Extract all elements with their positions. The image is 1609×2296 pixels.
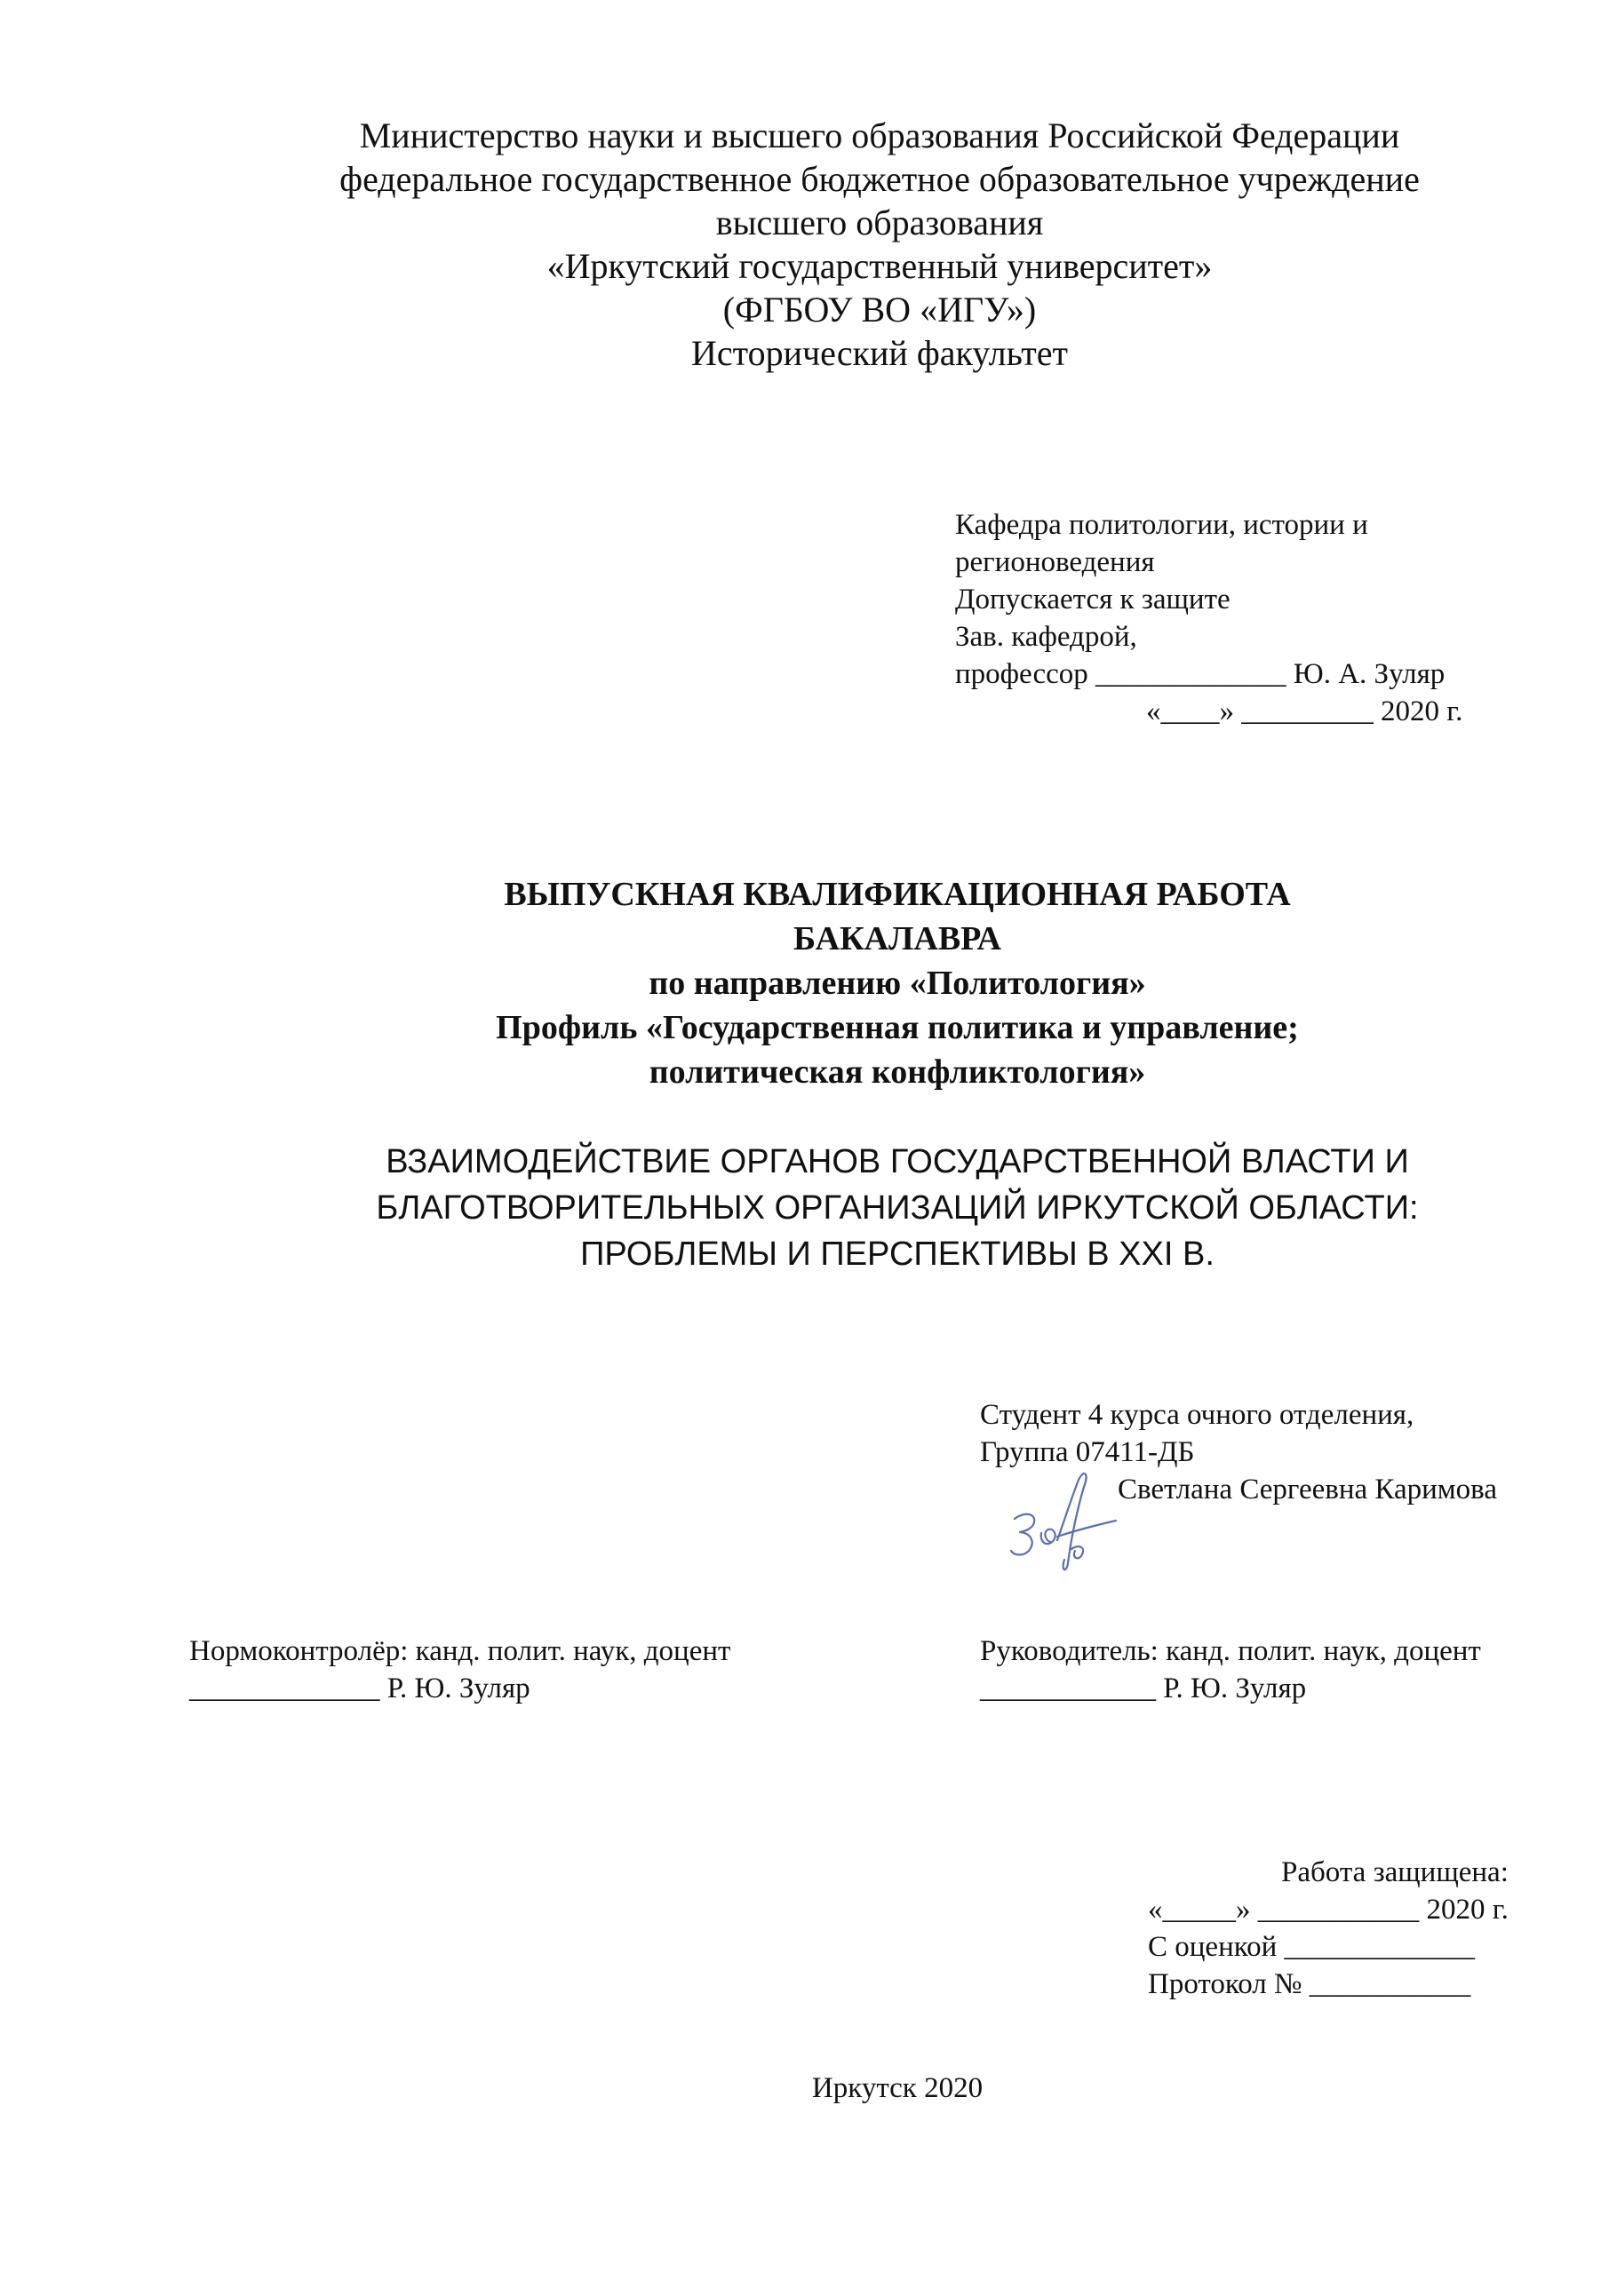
student-name: Светлана Сергеевна Каримова (1118, 1474, 1497, 1506)
defense-grade-line: С оценкой _____________ (1148, 1931, 1475, 1963)
topic-line: ПРОБЛЕМЫ И ПЕРСПЕКТИВЫ В XXI В. (580, 1235, 1215, 1273)
defense-status: Работа защищена: (1281, 1856, 1509, 1888)
header-line: (ФГБОУ ВО «ИГУ») (722, 290, 1037, 330)
signature-icon (1004, 1464, 1119, 1579)
thesis-profile: политическая конфликтология» (649, 1053, 1146, 1091)
institution-header (267, 114, 1493, 375)
topic-line: БЛАГОТВОРИТЕЛЬНЫХ ОРГАНИЗАЦИЙ ИРКУТСКОЙ ОБЛАСТИ: (376, 1189, 1419, 1227)
header-line: федеральное государственное бюджетное образовательное учреждение (339, 159, 1420, 199)
faculty-name: Исторический факультет (690, 333, 1069, 373)
defense-protocol-line: Протокол № ___________ (1148, 1968, 1471, 2000)
supervisor-block (980, 1633, 1584, 1707)
thesis-direction: по направлению «Политология» (649, 965, 1146, 1002)
defense-block (1148, 1854, 1592, 2003)
header-line: Министерство науки и высшего образования Российской Федерации (359, 115, 1400, 155)
approval-date-line: «____» _________ 2020 г. (1146, 695, 1463, 727)
student-course: Студент 4 курса очного отделения, (980, 1399, 1414, 1431)
header-line: «Иркутский государственный университет» (546, 246, 1213, 286)
normcontrol-title: Нормоконтролёр: канд. полит. наук, доцент (189, 1635, 731, 1667)
supervisor-title: Руководитель: канд. полит. наук, доцент (980, 1635, 1481, 1667)
defense-date-line: «_____» ___________ 2020 г. (1148, 1894, 1509, 1926)
header-line: высшего образования (715, 203, 1044, 242)
thesis-degree: БАКАЛАВРА (793, 920, 1001, 957)
approval-signature-line: профессор _____________ Ю. А. Зуляр (955, 658, 1446, 690)
approval-line: Зав. кафедрой, (955, 621, 1137, 653)
student-group: Группа 07411-ДБ (980, 1436, 1195, 1468)
approval-line: Кафедра политологии, истории и (955, 509, 1368, 541)
topic-line: ВЗАИМОДЕЙСТВИЕ ОРГАНОВ ГОСУДАРСТВЕННОЙ ВЛАСТИ И (386, 1143, 1409, 1180)
thesis-title-block (267, 872, 1528, 1094)
approval-line: регионоведения (955, 546, 1155, 578)
thesis-profile: Профиль «Государственная политика и управление; (496, 1009, 1299, 1046)
approval-block (955, 506, 1559, 730)
supervisor-sign-line: ____________ Р. Ю. Зуляр (980, 1672, 1307, 1704)
normcontrol-sign-line: _____________ Р. Ю. Зуляр (189, 1672, 530, 1704)
thesis-type: ВЫПУСКНАЯ КВАЛИФИКАЦИОННАЯ РАБОТА (504, 876, 1291, 913)
approval-line: Допускается к защите (955, 584, 1231, 616)
normcontrol-block (189, 1633, 864, 1707)
city-year: Иркутск 2020 (811, 2072, 984, 2104)
thesis-topic (267, 1139, 1528, 1277)
